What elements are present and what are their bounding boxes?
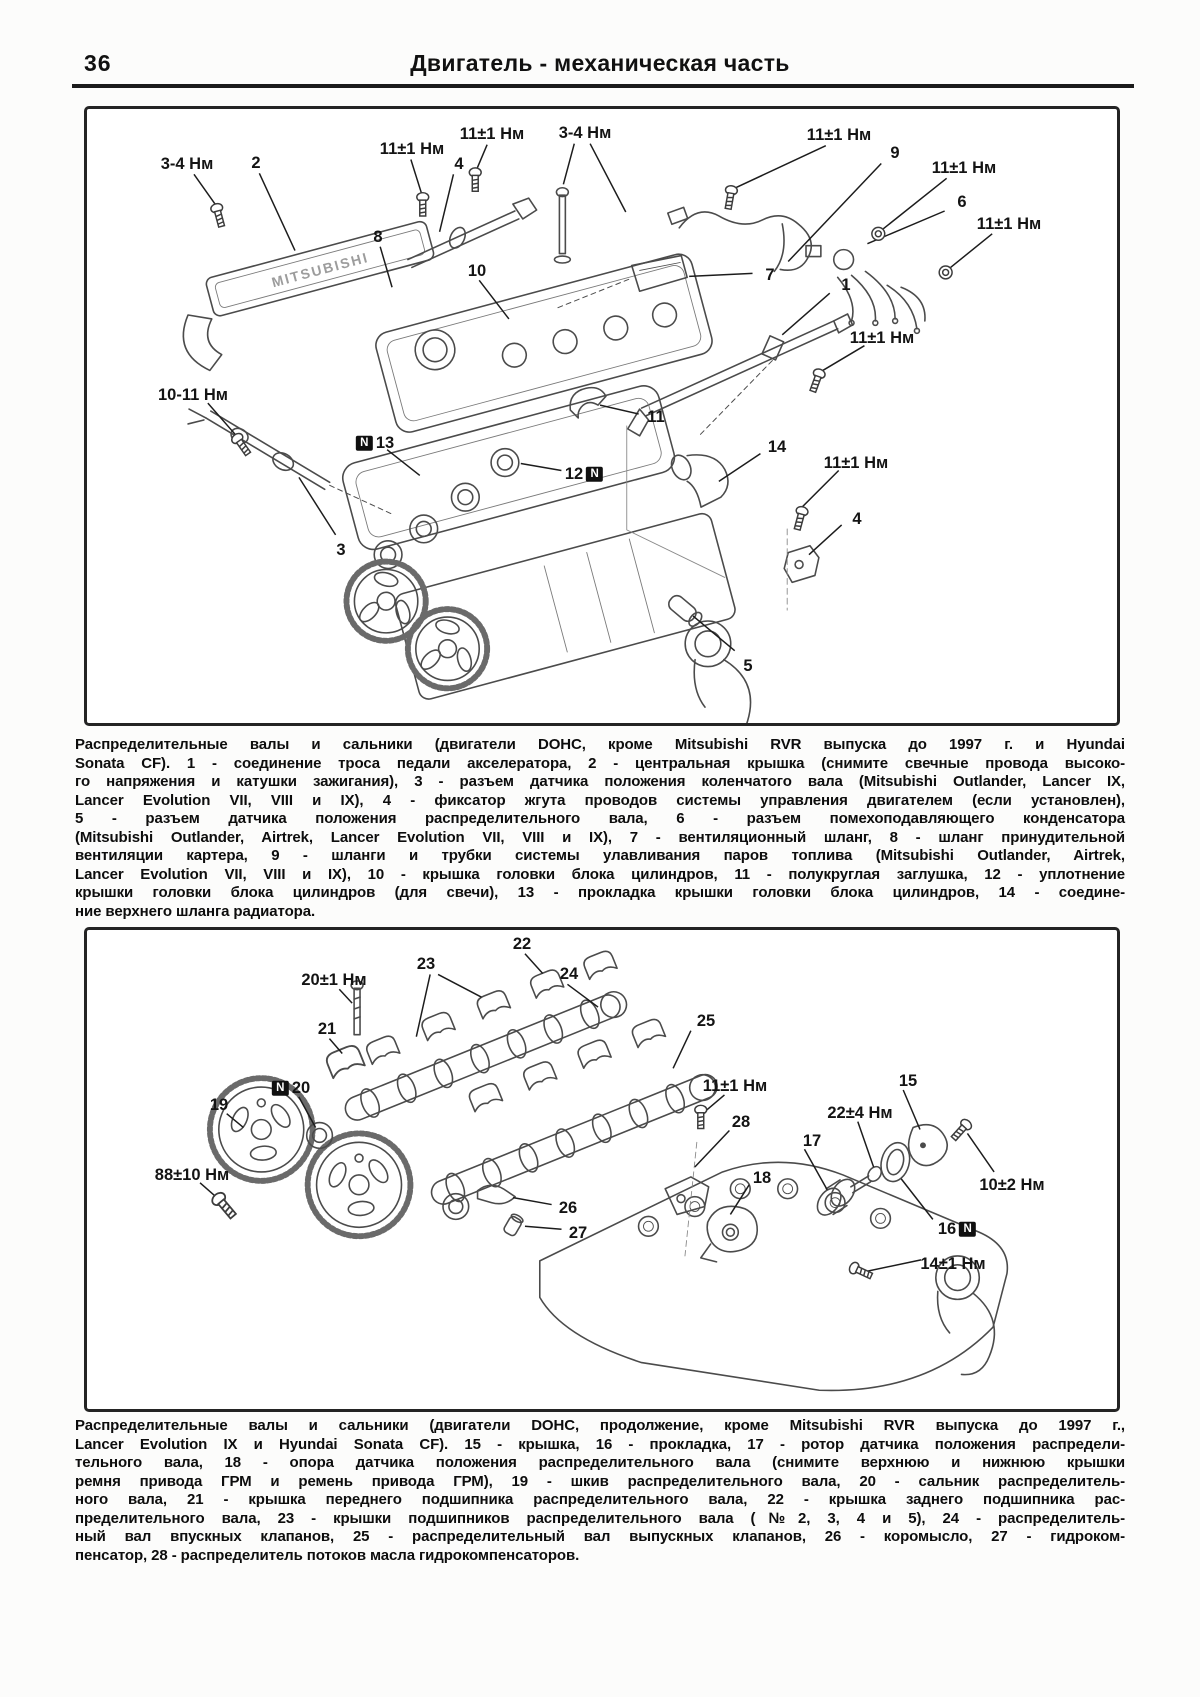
label-text: 11±1 Нм — [459, 124, 525, 143]
label-text: 10-11 Нм — [158, 385, 228, 404]
caption-line: го напряжения и катушки зажигания), 3 - разъем датчика положения коленчатого вала (Mitsubishi Outlander, Lancer IX, — [75, 773, 1125, 790]
label-text: 88±10 Нм — [154, 1165, 230, 1184]
caption-line: ремня привода ГРМ и ремень привода ГРМ), 19 - шкив распределительного вала, 20 - сальник распределитель- — [75, 1472, 1125, 1490]
label-text: 5 — [743, 656, 753, 675]
torque-label — [824, 455, 888, 472]
label-text: 3-4 Нм — [160, 154, 214, 173]
page-number: 36 — [84, 50, 112, 76]
label-text: 18 — [752, 1168, 772, 1187]
torque-label — [703, 1078, 767, 1095]
header-divider — [72, 84, 1134, 88]
torque-label — [807, 127, 871, 144]
label-text: 10±2 Нм — [979, 1175, 1045, 1194]
figure-valve-cover-diagram — [84, 106, 1120, 726]
part-number-label — [852, 511, 861, 528]
caption-line: крышки головки блока цилиндров (для свечи), 13 - прокладка крышки головки блока цилиндров, 14 - соедине- — [75, 884, 1125, 901]
label-text: 16 — [937, 1219, 957, 1238]
figure2-labels — [87, 930, 1117, 1409]
caption-line: (Mitsubishi Outlander, Airtrek, Lancer Evolution VII, VIII и IX), 7 - вентиляционный шланг, 8 - шланг принудительной — [75, 828, 1125, 846]
torque-label — [920, 1256, 985, 1273]
caption-line: пределительного вала, 23 - крышки подшипников распределительного вала (№2, 3, 4 и 5), 24 - распределитель- — [75, 1509, 1125, 1527]
part-number-label — [251, 155, 260, 172]
label-text: 22±4 Нм — [827, 1103, 893, 1122]
label-text: 11±1 Нм — [806, 125, 872, 144]
svg-text:MITSUBISHI: MITSUBISHI — [269, 248, 371, 291]
label-text: 19 — [209, 1095, 229, 1114]
label-text: 20 — [291, 1078, 311, 1097]
label-text: 20±1 Нм — [301, 970, 367, 989]
label-text: 17 — [802, 1131, 822, 1150]
label-text: 11 — [647, 407, 665, 426]
label-text: 15 — [898, 1071, 918, 1090]
torque-label — [827, 1105, 892, 1122]
note-marker: N — [959, 1222, 976, 1237]
torque-label — [932, 160, 996, 177]
label-text: 4 — [454, 154, 464, 173]
part-number-label — [753, 1170, 771, 1187]
part-number-label — [803, 1133, 821, 1150]
part-number-label — [765, 267, 774, 284]
part-number-label — [743, 658, 752, 675]
caption-line: ние верхнего шланга радиатора. — [75, 902, 316, 920]
label-text: 27 — [568, 1223, 588, 1242]
note-marker: N — [356, 436, 373, 451]
part-number-label — [560, 966, 578, 983]
caption-line: ного вала, 21 - крышка переднего подшипника распределительного вала, 22 - крышка заднего подшипника рас- — [75, 1491, 1125, 1508]
part-number-label — [454, 156, 463, 173]
label-text: 1 — [841, 275, 851, 294]
part-number-label — [373, 229, 382, 246]
caption-line: Lancer Evolution VII, VIII и IX), 10 - крышка головки блока цилиндров, 11 - полукруглая заглушка, 12 - уплотнение — [75, 865, 1125, 883]
label-text: 12 — [564, 464, 584, 483]
label-text: 11±1 Нм — [823, 453, 889, 472]
torque-label — [380, 141, 444, 158]
caption-line: 5 - разъем датчика положения распределительного вала, 6 - разъем помехоподавляющего конденсатора — [75, 810, 1125, 827]
part-number-label — [356, 435, 394, 452]
label-text: 3-4 Нм — [558, 123, 612, 142]
torque-label — [155, 1167, 229, 1184]
torque-label — [161, 156, 214, 173]
caption-line: Распределительные валы и сальники (двигатели DOHC, кроме Mitsubishi RVR выпуска до 1997 г. и Hyundai — [75, 736, 1125, 753]
part-number-label — [732, 1114, 750, 1131]
torque-label — [460, 126, 524, 143]
part-number-label — [565, 466, 603, 483]
part-number-label — [210, 1097, 228, 1114]
part-number-label — [336, 542, 345, 559]
part-number-label — [417, 956, 435, 973]
figure1-labels — [87, 109, 1117, 723]
part-number-label — [559, 1200, 577, 1217]
note-marker: N — [272, 1081, 289, 1096]
torque-label — [850, 330, 914, 347]
label-text: 9 — [890, 143, 900, 162]
caption-line: Lancer Evolution VII, VIII и IX), 4 - фиксатор жгута проводов системы управления двигателем (если установлен), — [75, 791, 1125, 809]
part-number-label — [697, 1013, 715, 1030]
label-text: 11±1 Нм — [702, 1076, 768, 1095]
label-text: 28 — [731, 1112, 751, 1131]
label-text: 4 — [852, 509, 862, 528]
label-text: 14 — [767, 437, 787, 456]
label-text: 10 — [467, 261, 487, 280]
label-text: 11±1 Нм — [849, 328, 915, 347]
part-number-label — [468, 263, 486, 280]
label-text: 21 — [317, 1019, 337, 1038]
torque-label — [979, 1177, 1044, 1194]
part-number-label — [513, 936, 531, 953]
label-text: 3 — [336, 540, 346, 559]
caption-line: пенсатор, 28 - распределитель потоков масла гидрокомпенсаторов. — [75, 1546, 580, 1564]
label-text: 24 — [559, 964, 579, 983]
caption-line: Распределительные валы и сальники (двигатели DOHC, продолжение, кроме Mitsubishi RVR выпуска до 1997 г., — [75, 1417, 1125, 1434]
part-number-label — [647, 409, 664, 426]
label-text: 7 — [765, 265, 775, 284]
note-marker: N — [586, 467, 603, 482]
caption-line: Sonata CF). 1 - соединение троса педали акселератора, 2 - центральная крышка (снимите свечные провода высоко- — [75, 754, 1125, 772]
part-number-label — [890, 145, 899, 162]
label-text: 22 — [512, 934, 532, 953]
part-number-label — [957, 194, 966, 211]
caption-line: Lancer Evolution IX и Hyundai Sonata CF). 15 - крышка, 16 - прокладка, 17 - ротор датчика положения распредели- — [75, 1435, 1125, 1453]
label-text: 6 — [957, 192, 967, 211]
figure-camshaft-diagram — [84, 927, 1120, 1412]
part-number-label — [768, 439, 786, 456]
part-number-label — [938, 1221, 976, 1238]
part-number-label — [272, 1080, 310, 1097]
part-number-label — [569, 1225, 587, 1242]
figure2-caption — [75, 1417, 1125, 1565]
torque-label — [301, 972, 366, 989]
label-text: 23 — [416, 954, 436, 973]
torque-label — [977, 216, 1041, 233]
label-text: 11±1 Нм — [379, 139, 445, 158]
label-text: 8 — [373, 227, 383, 246]
caption-line: ный вал впускных клапанов, 25 - распределительный вал выпускных клапанов, 26 - коромысло, 27 - гидроком- — [75, 1528, 1125, 1545]
caption-line: вентиляции картера, 9 - шланги и трубки системы улавливания паров топлива (Mitsubishi Outlander, Airtrek, — [75, 847, 1125, 864]
torque-label — [559, 125, 612, 142]
label-text: 25 — [696, 1011, 716, 1030]
label-text: 11±1 Нм — [931, 158, 997, 177]
label-text: 13 — [375, 433, 395, 452]
part-number-label — [899, 1073, 917, 1090]
label-text: 14±1 Нм — [920, 1254, 986, 1273]
page-title: Двигатель - механическая часть — [410, 50, 790, 76]
part-number-label — [318, 1021, 336, 1038]
torque-label — [158, 387, 228, 404]
label-text: 11±1 Нм — [976, 214, 1042, 233]
part-number-label — [841, 277, 850, 294]
caption-line: тельного вала, 18 - опора датчика положения распределительного вала (снимите верхнюю и нижнюю крышки — [75, 1454, 1125, 1471]
label-text: 2 — [251, 153, 261, 172]
label-text: 26 — [558, 1198, 578, 1217]
figure1-caption — [75, 736, 1125, 921]
